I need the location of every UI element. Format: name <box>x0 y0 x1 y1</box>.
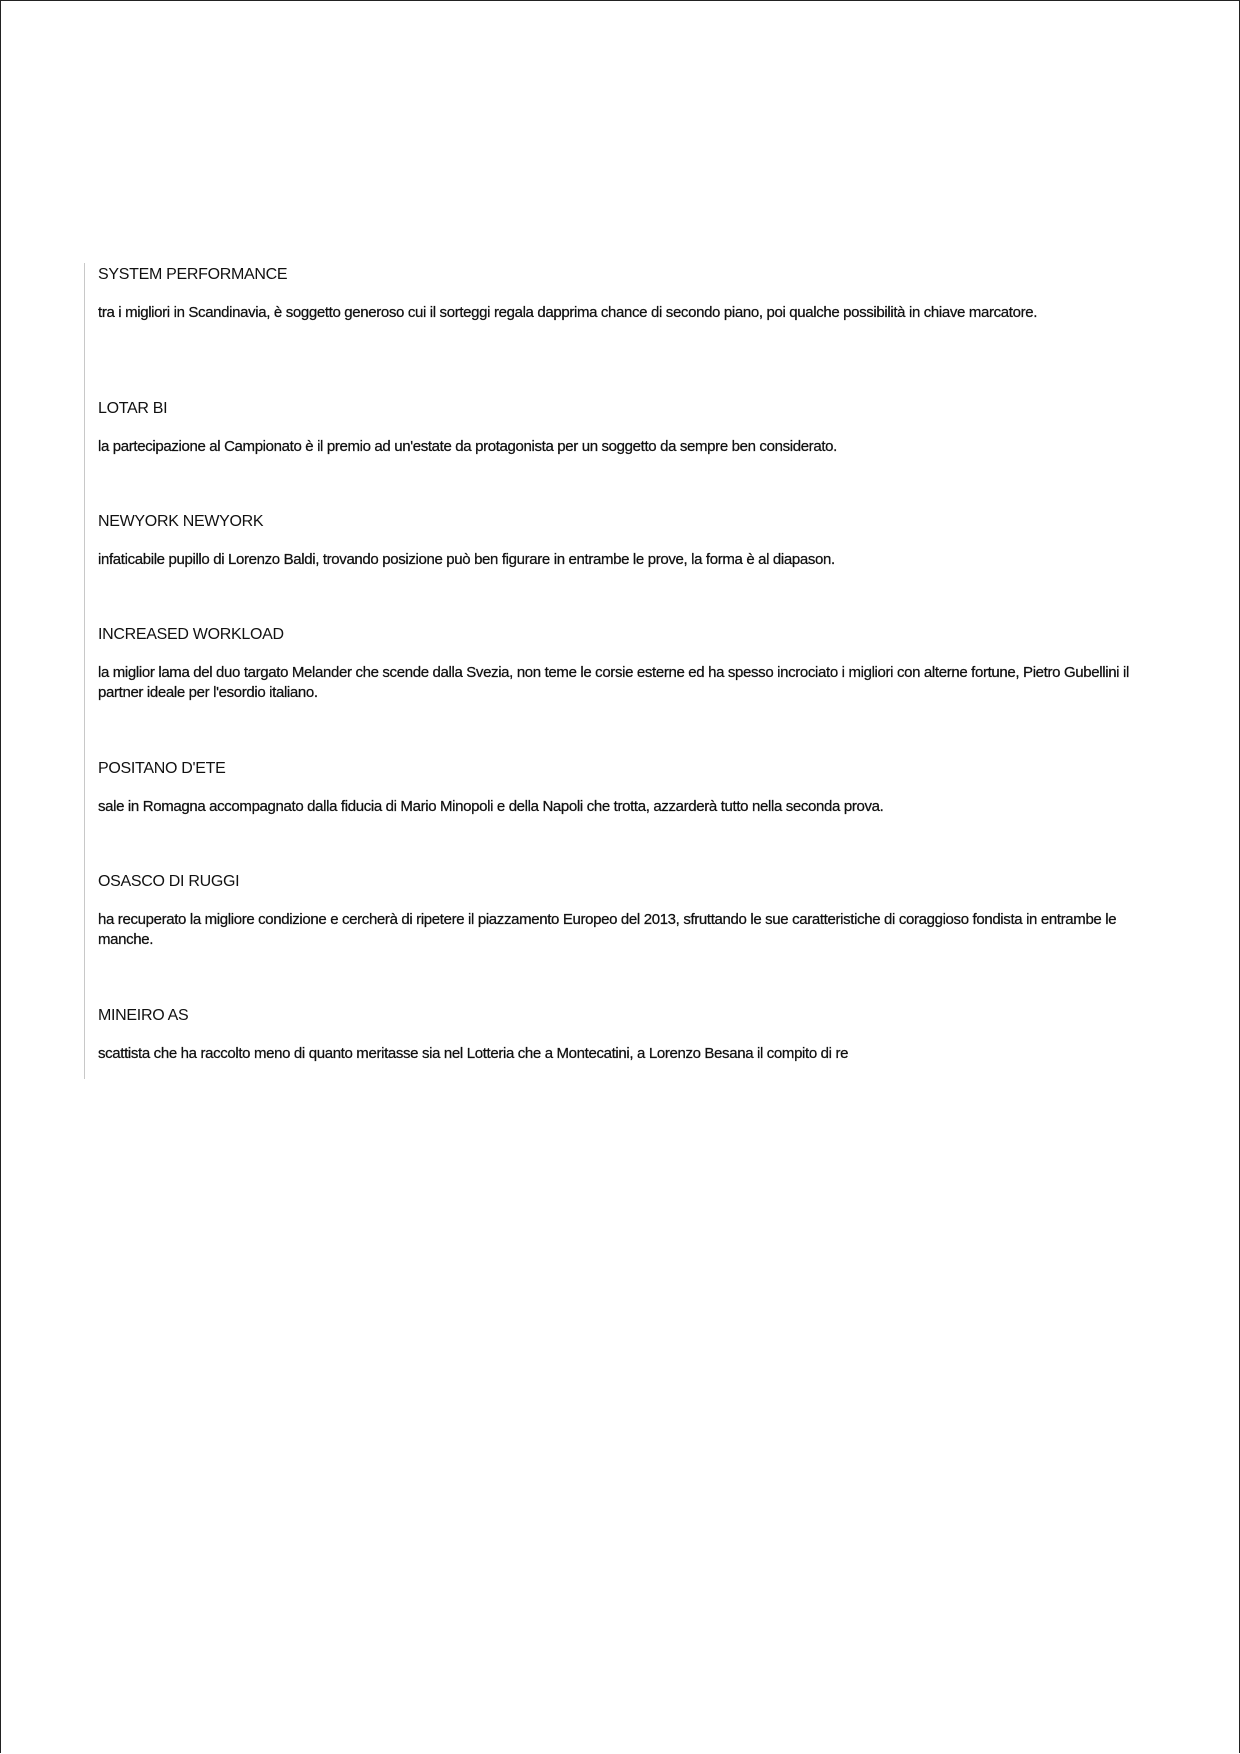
horse-entries-section <box>84 263 1155 1079</box>
horse-name: LOTAR BI <box>98 400 168 417</box>
horse-name: SYSTEM PERFORMANCE <box>98 266 288 283</box>
horse-entry <box>98 399 1158 455</box>
horse-entry <box>98 625 1158 701</box>
horse-description: la partecipazione al Campionato è il premio ad un'estate da protagonista per un soggetto da sempre ben considerato. <box>98 438 837 455</box>
horse-description: la miglior lama del duo targato Melander che scende dalla Svezia, non teme le corsie esterne ed ha spesso incrociato i migliori con alterne fortune, Pietro Gubellini il partner ideale per l'esordio italiano. <box>98 664 1129 701</box>
horse-entry <box>98 265 1158 321</box>
horse-description: ha recuperato la migliore condizione e cercherà di ripetere il piazzamento Europeo del 2013, sfruttando le sue caratteristiche di coraggioso fondista in entrambe le manche. <box>98 911 1117 948</box>
horse-entry <box>98 512 1158 568</box>
horse-name: NEWYORK NEWYORK <box>98 513 264 530</box>
horse-entry <box>98 759 1158 815</box>
horse-entry <box>98 1006 1158 1062</box>
horse-name: OSASCO DI RUGGI <box>98 873 240 890</box>
horse-entry <box>98 872 1158 948</box>
horse-description: scattista che ha raccolto meno di quanto meritasse sia nel Lotteria che a Montecatini, a Lorenzo Besana il compito di re <box>98 1045 849 1062</box>
horse-description: infaticabile pupillo di Lorenzo Baldi, trovando posizione può ben figurare in entrambe le prove, la forma è al diapason. <box>98 551 835 568</box>
horse-name: MINEIRO AS <box>98 1007 189 1024</box>
horse-name: INCREASED WORKLOAD <box>98 626 284 643</box>
horse-description: sale in Romagna accompagnato dalla fiducia di Mario Minopoli e della Napoli che trotta, azzarderà tutto nella seconda prova. <box>98 798 884 815</box>
horse-name: POSITANO D'ETE <box>98 760 226 777</box>
horse-description: tra i migliori in Scandinavia, è soggetto generoso cui il sorteggi regala dapprima chance di secondo piano, poi qualche possibilità in chiave marcatore. <box>98 304 1038 321</box>
